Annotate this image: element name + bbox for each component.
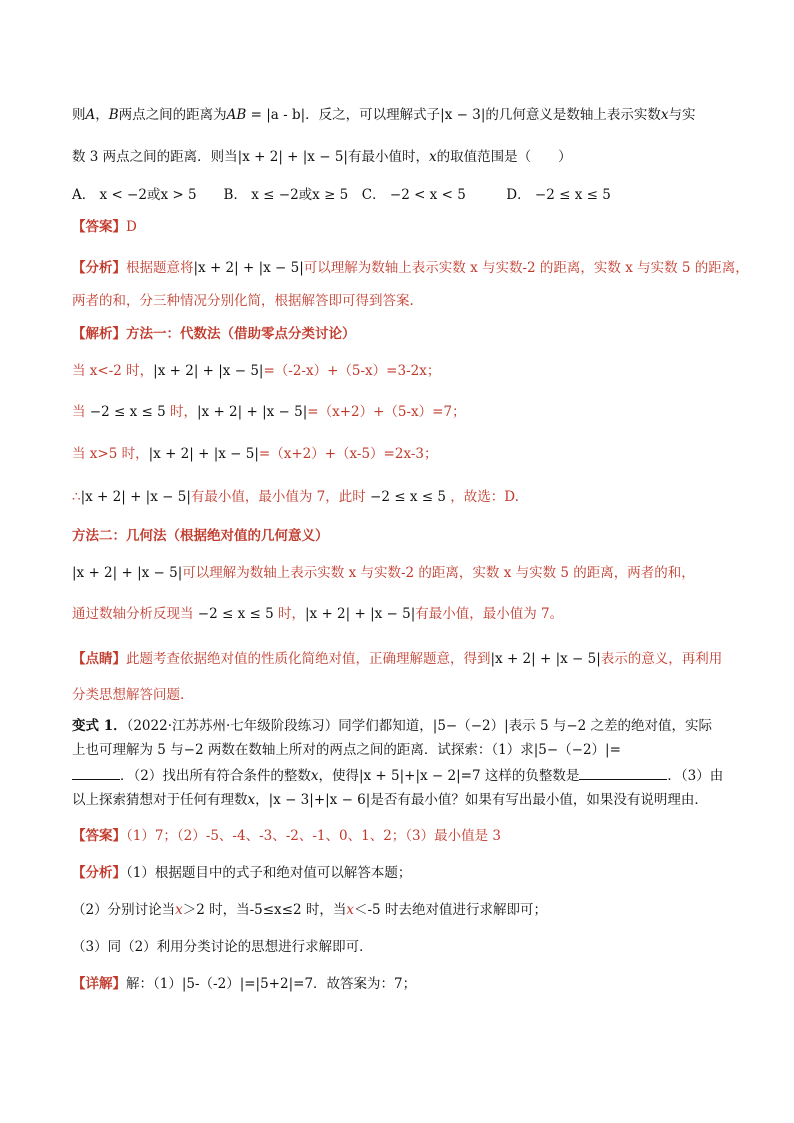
text-segment: 分类思想解答问题. bbox=[72, 687, 185, 703]
text-segment: =（x+2）+（x-5）=2x-3； bbox=[258, 446, 438, 462]
text-line bbox=[72, 487, 519, 507]
text-segment: −2 ≤ x ≤ 5 bbox=[193, 606, 278, 622]
text-line bbox=[72, 790, 708, 810]
text-segment: 当 bbox=[72, 404, 86, 420]
text-line bbox=[72, 361, 440, 381]
text-segment: 时， bbox=[169, 404, 197, 420]
text-segment: D bbox=[126, 219, 137, 235]
text-segment: 【答案】 bbox=[72, 828, 126, 844]
text-segment: ＜-5 时去绝对值进行求解即可； bbox=[354, 902, 547, 918]
text-segment: =（-2-x）+（5-x）=3-2x； bbox=[263, 363, 441, 379]
text-segment: B bbox=[108, 107, 119, 123]
text-line bbox=[72, 826, 501, 846]
text-segment: 方法二：几何法（根据绝对值的几何意义） bbox=[72, 528, 329, 544]
text-segment: 有最小值时， bbox=[347, 149, 429, 165]
text-segment: 的几何意义是数轴上表示实数 bbox=[485, 107, 661, 123]
text-line bbox=[72, 740, 621, 760]
text-line bbox=[72, 974, 416, 994]
text-segment: （1）根据题目中的式子和绝对值可以解答本题； bbox=[126, 865, 412, 881]
text-segment: 【详解】 bbox=[72, 976, 126, 992]
text-segment: 根据题意将 bbox=[126, 260, 194, 276]
text-segment: 表示的意义，再利用 bbox=[600, 651, 723, 667]
text-segment: |x + 2| + |x − 5| bbox=[72, 565, 183, 581]
text-segment: |x − 3| bbox=[440, 107, 486, 123]
text-segment: x bbox=[310, 768, 319, 784]
text-segment: ．（2）找出所有符合条件的整数 bbox=[120, 768, 311, 784]
text-segment: 当 x>5 时， bbox=[72, 446, 149, 462]
text-segment: 两点之间的距离为 bbox=[118, 107, 227, 123]
text-segment: 【点睛】 bbox=[72, 651, 126, 667]
text-segment: C． −2 < x < 5 bbox=[348, 187, 466, 203]
text-segment: |x + 2| + |x − 5| bbox=[153, 363, 264, 379]
text-segment: D． −2 ≤ x ≤ 5 bbox=[465, 187, 611, 203]
text-line bbox=[72, 900, 547, 920]
text-segment: （2022·江苏苏州·七年级阶段练习）同学们都知道，|5−（−2）|表示 5 与−2 之差的绝对值，实际 bbox=[126, 718, 713, 734]
text-segment: 通过数轴分析反现当 bbox=[72, 606, 194, 622]
text-segment: （1）7；（2）-5、-4、-3、-2、-1、0、1、2；（3）最小值是 3 bbox=[126, 828, 502, 844]
text-segment: 【分析】 bbox=[72, 865, 126, 881]
text-segment: 则 bbox=[72, 107, 86, 123]
text-segment: 可以理解为数轴上表示实数 x 与实数-2 的距离，实数 x 与实数 5 的距离， bbox=[303, 260, 749, 276]
text-segment: 时， bbox=[277, 606, 305, 622]
text-segment: 当 x<-2 时， bbox=[72, 363, 154, 379]
text-segment: |x + 2| + |x − 5| bbox=[80, 489, 191, 505]
text-line bbox=[72, 291, 414, 311]
text-segment: 的取值范围是（ ） bbox=[436, 149, 572, 165]
text-segment: |x + 2| + |x − 5| bbox=[148, 446, 259, 462]
text-segment: ＞2 时，当-5≤x≤2 时，当 bbox=[182, 902, 347, 918]
answer-blank bbox=[72, 765, 120, 780]
text-line bbox=[72, 863, 411, 883]
text-segment: 以上探索猜想对于任何有理数 bbox=[72, 792, 248, 808]
text-segment: 可以理解为数轴上表示实数 x 与实数-2 的距离，实数 x 与实数 5 的距离，两者的和， bbox=[182, 565, 695, 581]
text-line bbox=[72, 685, 184, 705]
text-segment: AB bbox=[226, 107, 247, 123]
text-segment: ， bbox=[95, 107, 109, 123]
text-segment: = |a - b| bbox=[246, 107, 306, 123]
text-segment: x bbox=[247, 792, 256, 808]
text-segment: −2 ≤ x ≤ 5 bbox=[85, 404, 170, 420]
text-segment: ．（3）由 bbox=[667, 768, 724, 784]
text-segment: ∴ bbox=[72, 489, 81, 505]
text-segment: 数 3 两点之间的距离．则当 bbox=[72, 149, 238, 165]
answer-blank bbox=[579, 765, 667, 780]
text-line bbox=[72, 765, 723, 786]
text-line bbox=[72, 716, 712, 736]
text-line bbox=[72, 526, 329, 546]
text-segment: （2）分别讨论当 bbox=[72, 902, 176, 918]
text-line bbox=[72, 444, 437, 464]
text-segment: |x + 2| + |x − 5| bbox=[237, 149, 348, 165]
text-segment: 有最小值，最小值为 7，此时 bbox=[190, 489, 366, 505]
text-segment: 【解析】方法一：代数法（借助零点分类讨论） bbox=[72, 326, 356, 342]
text-segment: −2 ≤ x ≤ 5 bbox=[365, 489, 451, 505]
text-segment: |x + 2| + |x − 5| bbox=[304, 606, 416, 622]
text-segment: 两者的和，分三种情况分别化简，根据解答即可得到答案. bbox=[72, 293, 414, 309]
text-segment: x bbox=[428, 149, 437, 165]
text-segment: 【答案】 bbox=[72, 219, 126, 235]
text-segment: 与实 bbox=[668, 107, 696, 123]
text-line bbox=[72, 937, 373, 957]
text-segment: 上也可理解为 5 与−2 两数在数轴上所对的两点之间的距离．试探索：（1）求|5−（−2）|= bbox=[72, 742, 621, 758]
text-line bbox=[72, 258, 749, 278]
text-line bbox=[72, 402, 466, 422]
text-segment: B． x ≤ −2或x ≥ 5 bbox=[196, 187, 349, 203]
text-segment: A bbox=[85, 107, 96, 123]
text-line bbox=[72, 563, 695, 583]
text-line bbox=[72, 185, 611, 205]
text-segment: |x + 2| + |x − 5| bbox=[193, 260, 304, 276]
text-segment: A． x < −2或x > 5 bbox=[72, 187, 197, 203]
text-segment: 【分析】 bbox=[72, 260, 126, 276]
text-segment: |x + 2| + |x − 5| bbox=[490, 651, 601, 667]
text-segment: x bbox=[660, 107, 669, 123]
text-segment: x bbox=[175, 902, 183, 918]
text-segment: ．反之，可以理解式子 bbox=[305, 107, 441, 123]
text-line bbox=[72, 217, 137, 237]
text-line bbox=[72, 649, 722, 669]
text-segment: ，故选：D. bbox=[450, 489, 519, 505]
text-segment: ，|x − 3|+|x − 6|是否有最小值？如果有写出最小值，如果没有说明理由． bbox=[255, 792, 708, 808]
text-line bbox=[72, 324, 356, 344]
text-segment: （3）同（2）利用分类讨论的思想进行求解即可． bbox=[72, 939, 373, 955]
text-segment: 有最小值，最小值为 7。 bbox=[415, 606, 564, 622]
text-segment: 变式 1． bbox=[72, 718, 127, 734]
text-line bbox=[72, 105, 696, 125]
text-segment: =（x+2）+（5-x）=7； bbox=[307, 404, 466, 420]
text-segment: ，使得|x + 5|+|x − 2|=7 这样的负整数是 bbox=[318, 768, 580, 784]
text-segment: |x + 2| + |x − 5| bbox=[196, 404, 308, 420]
text-line bbox=[72, 604, 563, 624]
text-segment: 此题考查依据绝对值的性质化简绝对值，正确理解题意，得到 bbox=[126, 651, 491, 667]
text-segment: x bbox=[346, 902, 354, 918]
text-line bbox=[72, 147, 572, 167]
text-segment: 解：（1）|5-（-2）|=|5+2|=7．故答案为：7； bbox=[126, 976, 417, 992]
